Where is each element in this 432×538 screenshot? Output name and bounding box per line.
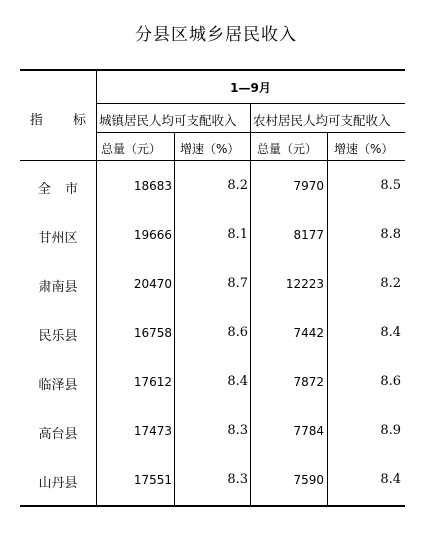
rural-growth-value: 8.4: [380, 472, 401, 487]
indicator-divider: [96, 69, 97, 507]
urban-total-value: 17473: [133, 424, 172, 438]
row-label: 山丹县: [38, 476, 78, 491]
urban-total-value: 17551: [133, 473, 172, 487]
table-title: 分县区城乡居民收入: [135, 25, 297, 45]
urban-growth-header: 增速（%）: [180, 142, 240, 156]
urban-growth-value: 8.3: [227, 423, 248, 438]
urban-total-value: 16758: [133, 326, 172, 340]
rural-total-header: 总量（元）: [257, 142, 318, 156]
row-label: 临泽县: [38, 378, 78, 393]
rural-growth-value: 8.8: [380, 227, 401, 242]
indicator-header: 指 标: [29, 113, 87, 128]
rural-growth-value: 8.2: [380, 276, 401, 291]
rural-total-value: 7784: [293, 424, 324, 438]
rural-growth-value: 8.6: [380, 374, 401, 389]
urban-total-value: 19666: [133, 228, 172, 242]
urban-growth-value: 8.4: [227, 374, 248, 389]
urban-total-value: 20470: [133, 277, 172, 291]
urban-income-header: 城镇居民人均可支配收入: [99, 113, 237, 128]
row-label: 肃南县: [38, 280, 78, 295]
urban-subdivider: [174, 133, 175, 507]
urban-total-value: 17612: [133, 375, 172, 389]
urban-rural-divider: [250, 104, 251, 507]
header-bottom-rule: [20, 160, 405, 161]
urban-total-value: 18683: [133, 179, 172, 193]
urban-growth-value: 8.6: [227, 325, 248, 340]
rural-growth-header: 增速（%）: [334, 142, 394, 156]
row-label: 甘州区: [38, 231, 78, 246]
rural-total-value: 7442: [293, 326, 324, 340]
rural-growth-value: 8.5: [380, 178, 401, 193]
rural-income-header: 农村居民人均可支配收入: [253, 113, 391, 128]
rural-total-value: 12223: [285, 277, 324, 291]
urban-growth-value: 8.3: [227, 472, 248, 487]
row-label: 高台县: [38, 427, 78, 442]
rural-growth-value: 8.4: [380, 325, 401, 340]
rural-subdivider: [327, 133, 328, 507]
urban-growth-value: 8.7: [227, 276, 248, 291]
period-header: 1—9月: [230, 81, 271, 95]
rural-growth-value: 8.9: [380, 423, 401, 438]
row-label: 全 市: [37, 182, 79, 197]
table-bottom-rule: [20, 505, 405, 507]
rural-total-value: 7872: [293, 375, 324, 389]
rural-total-value: 7970: [293, 179, 324, 193]
urban-total-header: 总量（元）: [101, 142, 162, 156]
rural-total-value: 7590: [293, 473, 324, 487]
row-label: 民乐县: [38, 329, 78, 344]
urban-growth-value: 8.2: [227, 178, 248, 193]
table-top-rule: [20, 69, 405, 71]
urban-growth-value: 8.1: [227, 227, 248, 242]
rural-total-value: 8177: [293, 228, 324, 242]
